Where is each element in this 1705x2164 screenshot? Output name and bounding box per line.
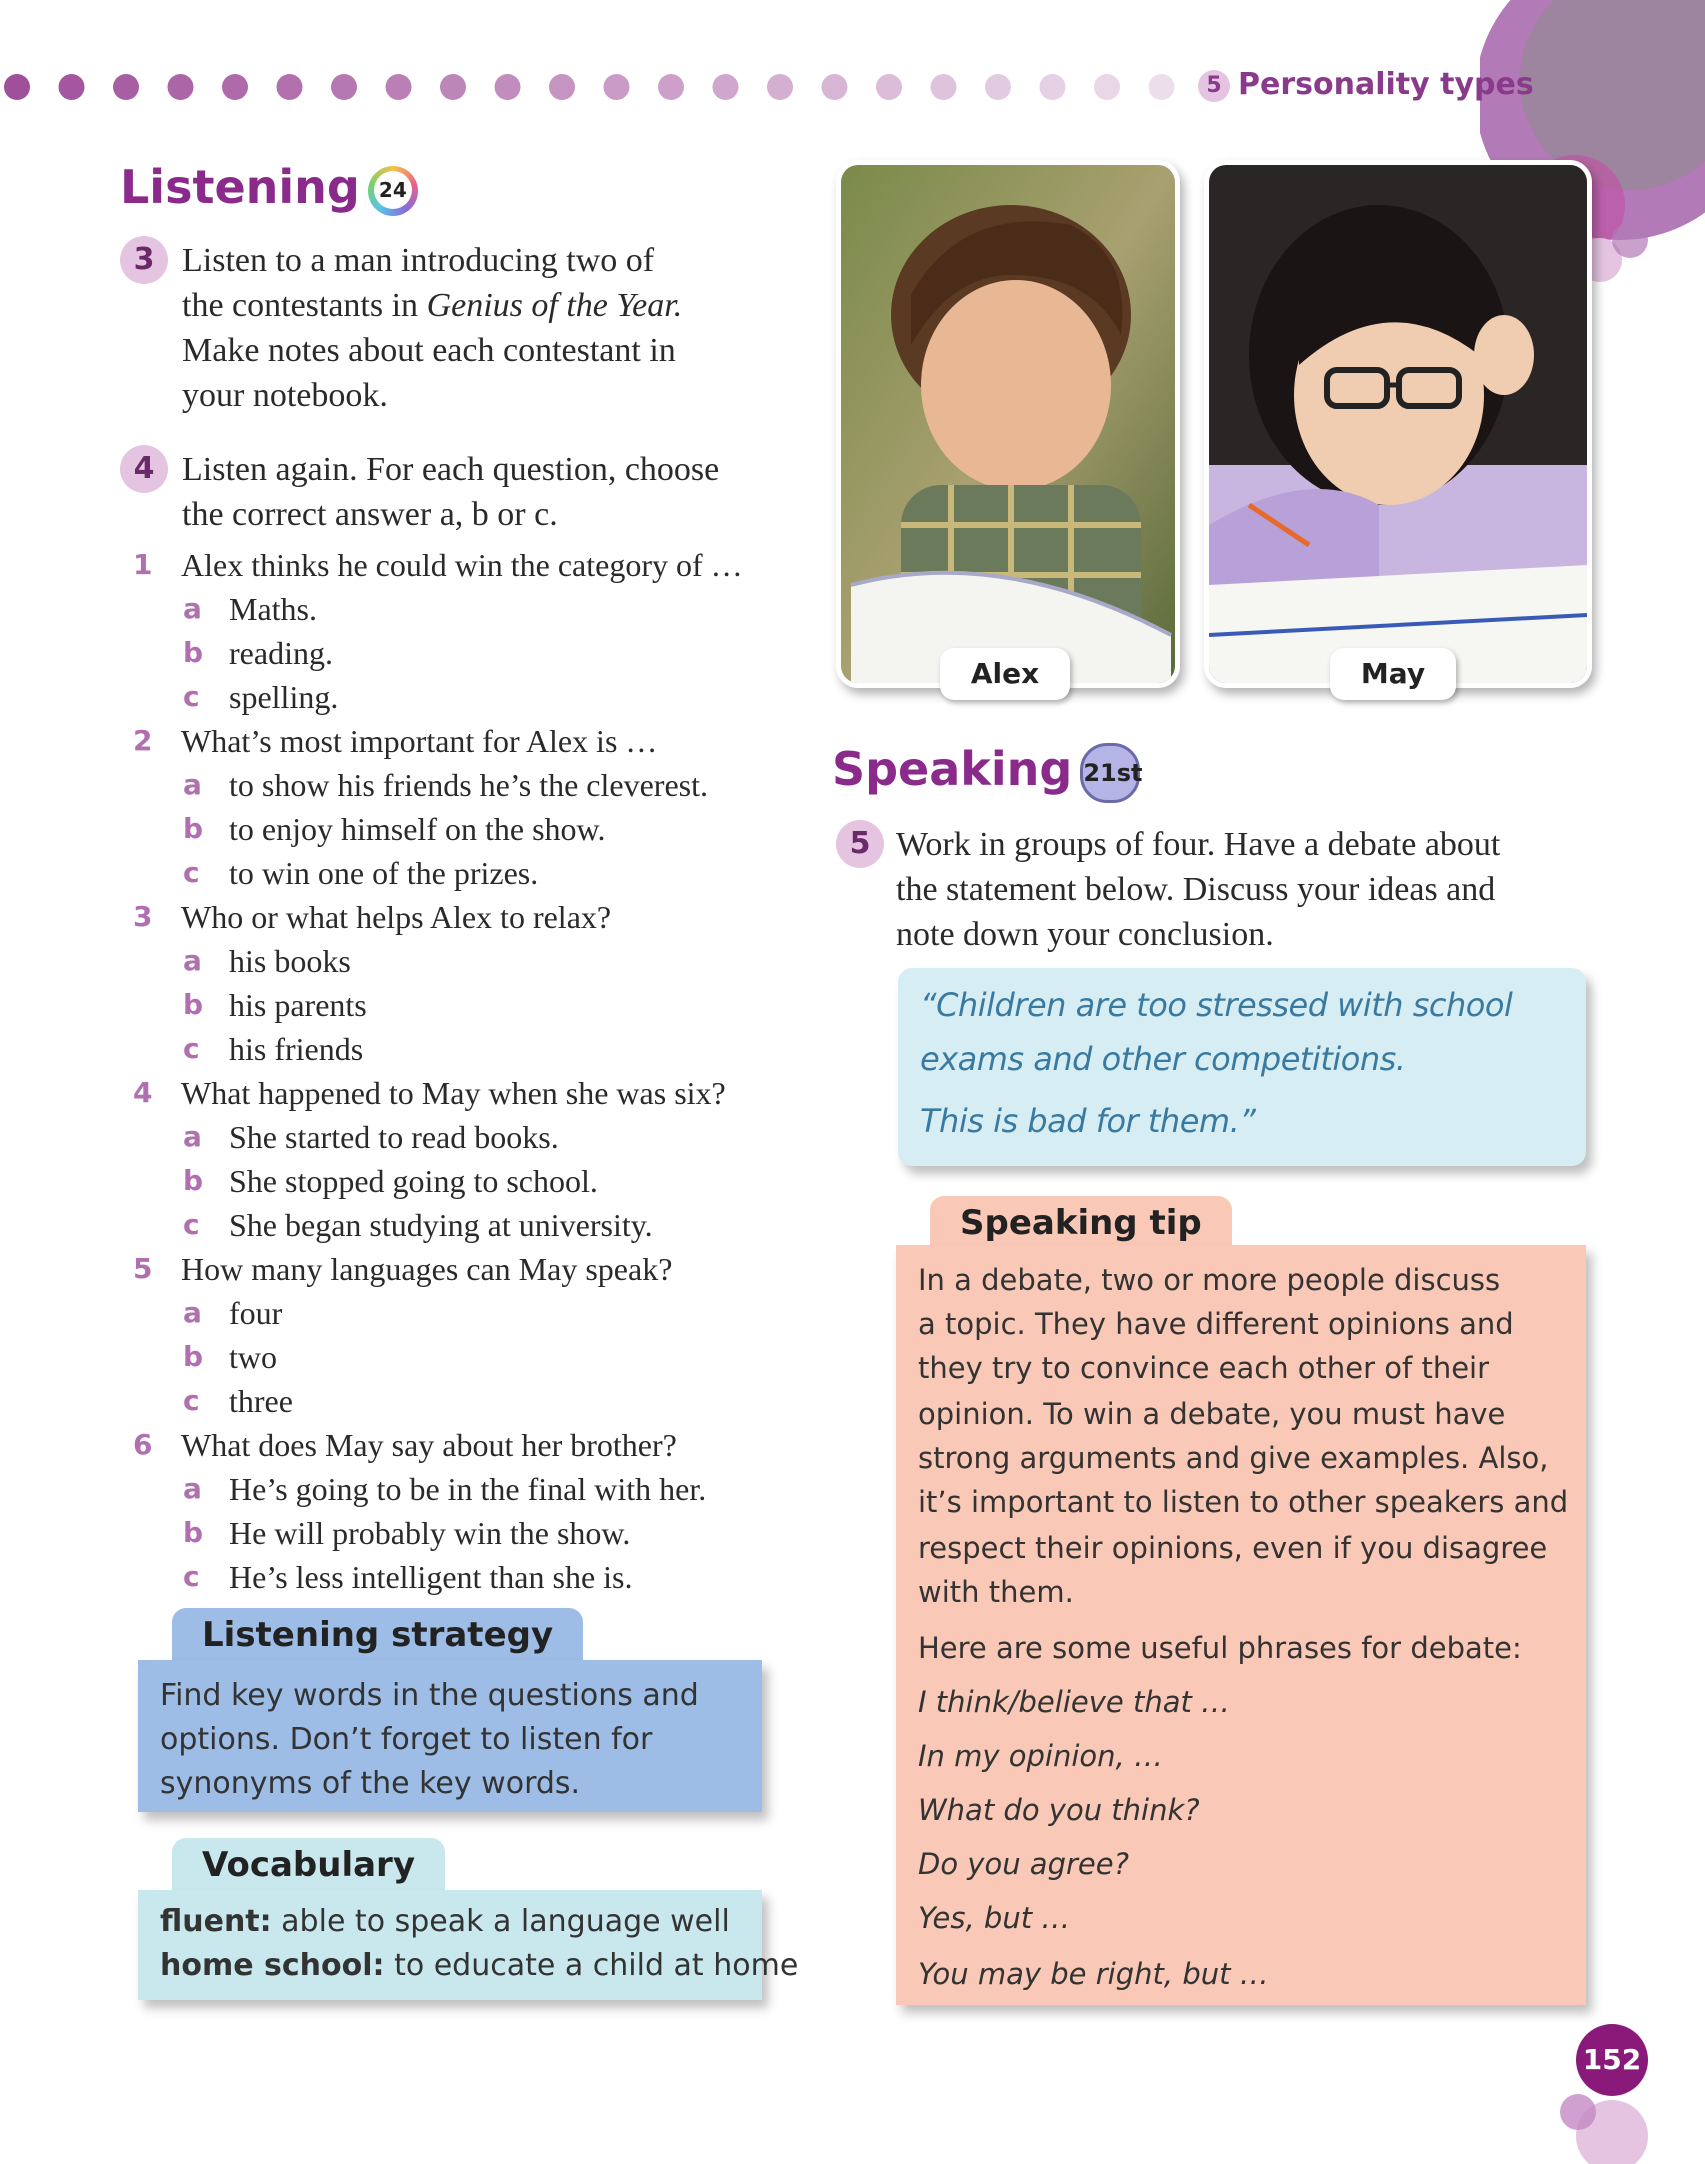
audio-track-icon[interactable] <box>368 166 418 216</box>
listening-title: Listening <box>120 160 360 214</box>
speaking-title: Speaking <box>832 742 1073 796</box>
decorative-dot <box>767 74 793 100</box>
option-letter: b <box>183 1516 204 1549</box>
girl-writing-image <box>1209 165 1587 683</box>
task-line: your notebook. <box>182 377 388 414</box>
question-text: What’s most important for Alex is … <box>181 723 658 759</box>
listening-heading <box>120 160 418 216</box>
option-text: Maths. <box>229 591 317 627</box>
photo-label-may <box>1330 648 1456 700</box>
task-line <box>182 283 822 328</box>
tip-line: opinion. To win a debate, you must have <box>918 1397 1506 1431</box>
debate-statement-box <box>898 968 1586 1166</box>
question-item <box>133 719 833 763</box>
option-letter: c <box>183 1384 200 1417</box>
option-letter: b <box>183 636 204 669</box>
option-letter: a <box>183 1472 202 1505</box>
photo-label-text: Alex <box>970 657 1040 690</box>
option-item[interactable] <box>133 983 833 1027</box>
photo-alex <box>836 160 1180 688</box>
option-item[interactable] <box>133 939 833 983</box>
listening-strategy-tab <box>172 1608 583 1662</box>
option-item[interactable] <box>133 1335 833 1379</box>
question-number: 6 <box>133 1428 153 1461</box>
phrase-item: In my opinion, … <box>918 1739 1163 1773</box>
option-text: reading. <box>229 635 333 671</box>
chapter-number: 5 <box>1198 70 1230 102</box>
decorative-dot <box>495 74 521 100</box>
option-text: three <box>229 1383 293 1419</box>
photo-label-text: May <box>1360 657 1426 690</box>
decorative-dot <box>113 74 139 100</box>
decorative-dot <box>931 74 957 100</box>
phrase-item: Do you agree? <box>918 1847 1129 1881</box>
option-item[interactable] <box>133 1203 833 1247</box>
task-line: Listen again. For each question, choose <box>182 451 720 488</box>
decorative-dot <box>1040 74 1066 100</box>
question-number: 5 <box>133 1252 153 1285</box>
decorative-dot <box>985 74 1011 100</box>
option-item[interactable] <box>133 1555 833 1599</box>
question-text: What happened to May when she was six? <box>181 1075 726 1111</box>
option-letter: b <box>183 812 204 845</box>
option-text: He’s less intelligent than she is. <box>229 1559 633 1595</box>
task-line: note down your conclusion. <box>896 916 1274 953</box>
option-text: He will probably win the show. <box>229 1515 631 1551</box>
option-text: She started to read books. <box>229 1119 559 1155</box>
question-item <box>133 1247 833 1291</box>
option-letter: a <box>183 944 202 977</box>
option-item[interactable] <box>133 587 833 631</box>
task-number: 5 <box>836 820 884 868</box>
listening-strategy-text <box>160 1674 699 1806</box>
tip-line: strong arguments and give examples. Also, <box>918 1441 1549 1475</box>
option-text: to show his friends he’s the cleverest. <box>229 767 708 803</box>
tip-line: a topic. They have different opinions and <box>918 1307 1514 1341</box>
question-item <box>133 543 833 587</box>
strategy-line: synonyms of the key words. <box>160 1766 581 1801</box>
option-letter: a <box>183 592 202 625</box>
question-item <box>133 1071 833 1115</box>
vocab-item <box>160 1944 798 1988</box>
option-item[interactable] <box>133 675 833 719</box>
vocabulary-box <box>138 1890 799 2000</box>
option-letter: c <box>183 1032 200 1065</box>
option-item[interactable] <box>133 1379 833 1423</box>
option-item[interactable] <box>133 631 833 675</box>
option-text: to win one of the prizes. <box>229 855 539 891</box>
decorative-dot <box>658 74 684 100</box>
tip-line: respect their opinions, even if you disagree <box>918 1531 1548 1565</box>
task-4 <box>133 447 822 537</box>
decorative-dot <box>59 74 85 100</box>
question-number: 3 <box>133 900 153 933</box>
question-number: 4 <box>133 1076 153 1109</box>
statement-line: “Children are too stressed with school <box>920 986 1513 1024</box>
vocabulary-list <box>160 1900 798 1988</box>
decorative-dot <box>4 74 30 100</box>
strategy-line: Find key words in the questions and <box>160 1678 699 1713</box>
photo-may <box>1204 160 1592 688</box>
vocab-def: able to speak a language well <box>271 1904 730 1939</box>
option-item[interactable] <box>133 1511 833 1555</box>
option-letter: c <box>183 1560 200 1593</box>
phrases-intro: Here are some useful phrases for debate: <box>918 1631 1522 1665</box>
chapter-label <box>1198 67 1534 102</box>
task-number: 4 <box>120 445 168 493</box>
option-letter: c <box>183 1208 200 1241</box>
option-text: spelling. <box>229 679 339 715</box>
speaking-tip-box <box>896 1245 1586 2005</box>
decorative-dot <box>549 74 575 100</box>
task-text: the contestants in <box>182 287 427 324</box>
speaking-tip-tab <box>930 1196 1232 1250</box>
decorative-dot <box>604 74 630 100</box>
phrase-item: You may be right, but … <box>918 1957 1269 1991</box>
question-list <box>133 543 833 1599</box>
option-text: He’s going to be in the final with her. <box>229 1471 707 1507</box>
option-letter: b <box>183 1340 204 1373</box>
question-number: 1 <box>133 548 153 581</box>
question-text: Alex thinks he could win the category of … <box>181 547 743 583</box>
tip-line: with them. <box>918 1575 1074 1609</box>
show-title: Genius of the Year. <box>426 287 683 324</box>
decorative-dot <box>1149 74 1175 100</box>
task-3 <box>133 238 822 418</box>
option-letter: c <box>183 856 200 889</box>
phrase-item: Yes, but … <box>918 1901 1071 1935</box>
option-letter: b <box>183 988 204 1021</box>
option-item[interactable] <box>133 807 833 851</box>
phrase-item: What do you think? <box>918 1793 1200 1827</box>
photo-label-alex <box>940 648 1070 700</box>
vocab-def: to educate a child at home <box>384 1948 799 1983</box>
option-item[interactable] <box>133 1115 833 1159</box>
option-item[interactable] <box>133 763 833 807</box>
decorative-dot <box>876 74 902 100</box>
option-text: two <box>229 1339 277 1375</box>
option-text: She began studying at university. <box>229 1207 653 1243</box>
listening-strategy-box <box>138 1660 762 1812</box>
strategy-line: options. Don’t forget to listen for <box>160 1722 653 1757</box>
option-text: to enjoy himself on the show. <box>229 811 606 847</box>
task-number: 3 <box>120 236 168 284</box>
21st-century-skills-icon: 21st <box>1080 743 1140 803</box>
option-text: his parents <box>229 987 367 1023</box>
task-line: Work in groups of four. Have a debate about <box>896 826 1501 863</box>
decorative-dot <box>331 74 357 100</box>
tip-line: In a debate, two or more people discuss <box>918 1263 1501 1297</box>
statement-line: exams and other competitions. <box>920 1040 1406 1078</box>
decorative-dot <box>822 74 848 100</box>
option-letter: a <box>183 768 202 801</box>
question-number: 2 <box>133 724 153 757</box>
speaking-tip-title: Speaking tip <box>960 1203 1202 1243</box>
question-text: How many languages can May speak? <box>181 1251 673 1287</box>
statement-line: This is bad for them.” <box>920 1102 1256 1140</box>
question-item <box>133 895 833 939</box>
task-5 <box>849 822 1596 957</box>
question-text: Who or what helps Alex to relax? <box>181 899 612 935</box>
chapter-title: Personality types <box>1238 67 1534 102</box>
option-letter: b <box>183 1164 204 1197</box>
option-text: She stopped going to school. <box>229 1163 598 1199</box>
task-line: the correct answer a, b or c. <box>182 496 558 533</box>
option-item[interactable] <box>133 1291 833 1335</box>
decorative-dot <box>440 74 466 100</box>
vocab-term: fluent: <box>160 1904 272 1939</box>
tip-line: it’s important to listen to other speakers and <box>918 1485 1569 1519</box>
option-text: his books <box>229 943 351 979</box>
vocabulary-title: Vocabulary <box>202 1845 415 1885</box>
decorative-dot <box>168 74 194 100</box>
track-number: 24 <box>374 171 412 209</box>
option-item[interactable] <box>133 1027 833 1071</box>
question-item <box>133 1423 833 1467</box>
question-text: What does May say about her brother? <box>181 1427 677 1463</box>
option-item[interactable] <box>133 851 833 895</box>
page-number: 152 <box>1576 2024 1648 2096</box>
vocabulary-tab <box>172 1838 445 1892</box>
decorative-dot <box>222 74 248 100</box>
decorative-dot-row <box>0 72 1180 102</box>
speaking-heading <box>832 742 1143 803</box>
option-item[interactable] <box>133 1467 833 1511</box>
vocab-item <box>160 1900 798 1944</box>
decorative-dot <box>1094 74 1120 100</box>
task-line: Listen to a man introducing two of <box>182 242 655 279</box>
decorative-dot <box>386 74 412 100</box>
option-letter: c <box>183 680 200 713</box>
option-letter: a <box>183 1120 202 1153</box>
decorative-dot <box>277 74 303 100</box>
boy-reading-image <box>841 165 1175 683</box>
option-text: four <box>229 1295 283 1331</box>
listening-strategy-title: Listening strategy <box>202 1615 554 1655</box>
phrase-item: I think/believe that … <box>918 1685 1231 1719</box>
task-line: the statement below. Discuss your ideas and <box>896 871 1496 908</box>
tip-line: they try to convince each other of their <box>918 1351 1490 1385</box>
task-line: Make notes about each contestant in <box>182 332 676 369</box>
vocab-term: home school: <box>160 1948 385 1983</box>
option-letter: a <box>183 1296 202 1329</box>
option-item[interactable] <box>133 1159 833 1203</box>
option-text: his friends <box>229 1031 364 1067</box>
decorative-dot <box>713 74 739 100</box>
